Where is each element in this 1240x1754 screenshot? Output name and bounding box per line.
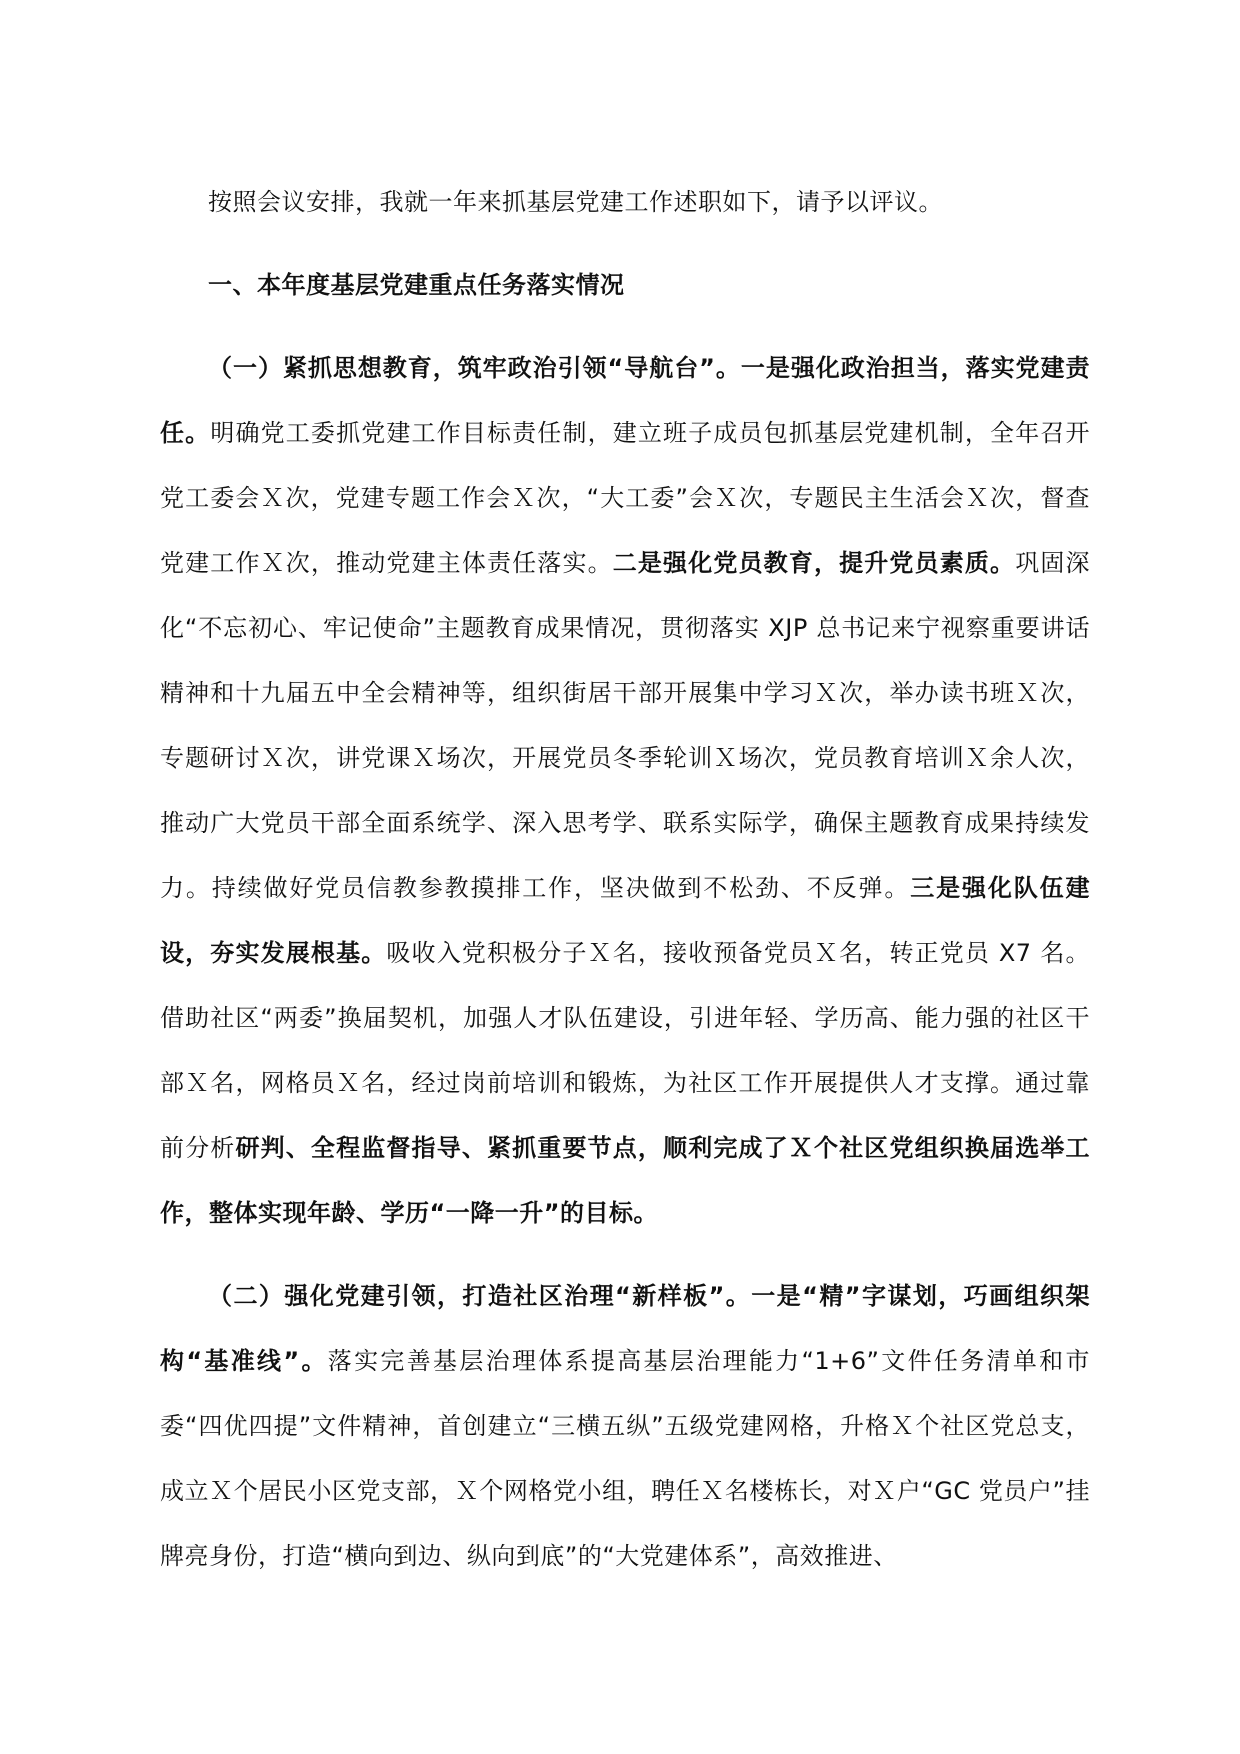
paragraph-subtitle-bold: 三是强化队伍建设，夯实发展根基。 xyxy=(160,874,1091,967)
paragraph-text: 落实完善基层治理体系提高基层治理能力“1+6”文件任务清单和市委“四优四提”文件精神，首创建立“三横五纵”五级党建网格，升格Ｘ个社区党总支，成立Ｘ个居民小区党支部，Ｘ个网格党小组，聘任Ｘ名楼栋长，对Ｘ户“GC 党员户”挂牌亮身份，打造“横向到边、纵向到底”的“大党建体系”，高效推进、 xyxy=(160,1347,1091,1570)
paragraph-ideological-education xyxy=(160,336,1090,1246)
document-page xyxy=(160,170,1090,1589)
paragraph-lead-bold: （一）紧抓思想教育，筑牢政治引领“导航台”。一是强化政治担当，落实党建责任。 xyxy=(160,354,1090,447)
paragraph-party-building-guidance xyxy=(160,1264,1090,1589)
section-heading: 一、本年度基层党建重点任务落实情况 xyxy=(208,271,625,299)
intro-paragraph: 按照会议安排，我就一年来抓基层党建工作述职如下，请予以评议。 xyxy=(208,188,943,216)
paragraph-conclusion-bold: 研判、全程监督指导、紧抓重要节点，顺利完成了Ｘ个社区党组织换届选举工作，整体实现年龄、学历“一降一升”的目标。 xyxy=(160,1134,1091,1227)
paragraph-text: 明确党工委抓党建工作目标责任制，建立班子成员包抓基层党建机制，全年召开党工委会Ｘ次，党建专题工作会Ｘ次，“大工委”会Ｘ次，专题民主生活会Ｘ次，督查党建工作Ｘ次，推动党建主体责任落实。 xyxy=(160,419,1091,577)
paragraph-text: 吸收入党积极分子Ｘ名，接收预备党员Ｘ名，转正党员 X7 名。借助社区“两委”换届契机，加强人才队伍建设，引进年轻、学历高、能力强的社区干部Ｘ名，网格员Ｘ名，经过岗前培训和锻炼，为社区工作开展提供人才支撑。通过靠前分析 xyxy=(160,939,1091,1162)
paragraph-lead-bold: （二）强化党建引领，打造社区治理“新样板”。一是“精”字谋划，巧画组织架构“基准线”。 xyxy=(160,1282,1090,1375)
paragraph-text: 巩固深化“不忘初心、牢记使命”主题教育成果情况，贯彻落实 XJP 总书记来宁视察重要讲话精神和十九届五中全会精神等，组织街居干部开展集中学习Ｘ次，举办读书班Ｘ次，专题研讨Ｘ次，讲党课Ｘ场次，开展党员冬季轮训Ｘ场次，党员教育培训Ｘ余人次，推动广大党员干部全面系统学、深入思考学、联系实际学，确保主题教育成果持续发力。持续做好党员信教参教摸排工作，坚决做到不松劲、不反弹。 xyxy=(160,549,1091,902)
paragraph-subtitle-bold: 二是强化党员教育，提升党员素质。 xyxy=(612,549,1016,577)
